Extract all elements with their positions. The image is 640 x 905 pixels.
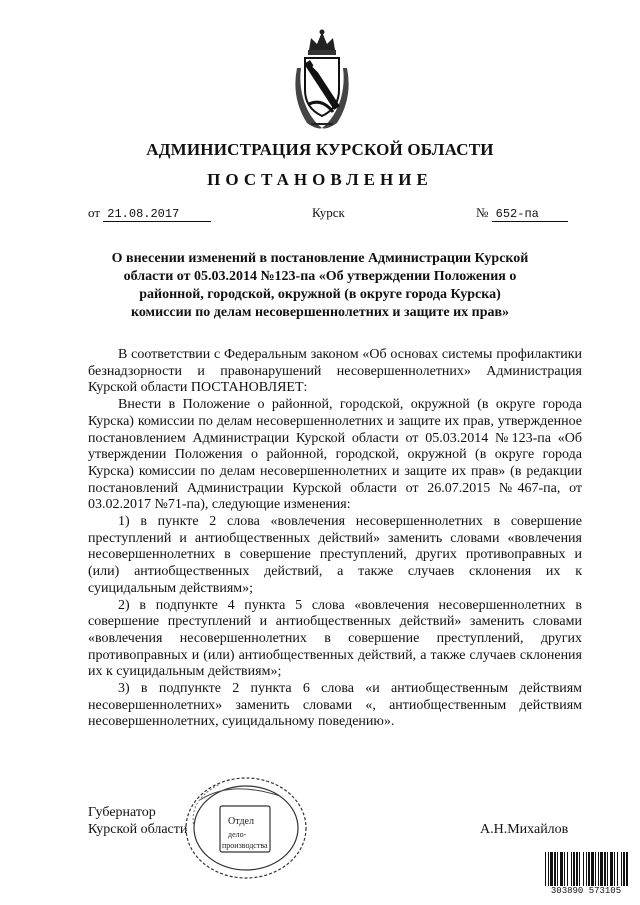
document-city: Курск [312, 205, 345, 220]
coat-of-arms-emblem [289, 28, 355, 132]
document-title: О внесении изменений в постановление Администрации Курской области от 05.03.2014 №123-па «Об утверждении Положения о районной, городской, окружной (в округе города Курска) комиссии по делам несовершеннолетних и защите их прав» [111, 251, 529, 320]
svg-text:дело-: дело- [228, 830, 247, 839]
paragraph: 3) в подпункте 2 пункта 6 слова «и антиобщественным действиям несовершеннолетних» заменить словами «, антиобщественным действиям несовершеннолетних, суицидальному поведению». [88, 681, 582, 730]
office-stamp [180, 770, 312, 882]
signatory-name: А.Н.Михайлов [480, 822, 569, 837]
date-value: 21.08.2017 [103, 208, 211, 222]
number-prefix: № [476, 205, 489, 220]
number-value: 652-па [492, 208, 568, 222]
barcode-number: 303890 573105 [543, 886, 629, 896]
date-prefix: от [88, 205, 101, 220]
svg-text:Отдел: Отдел [228, 816, 254, 827]
document-body [88, 347, 582, 731]
paragraph: В соответствии с Федеральным законом «Об основах системы профилактики безнадзорности и правонарушений несовершеннолетних» Администрация Курской области ПОСТАНОВЛЯЕТ: [88, 347, 582, 396]
paragraph: 2) в подпункте 4 пункта 5 слова «вовлечения несовершеннолетних в совершение преступлений и антиобщественных действий» заменить словами «вовлечения несовершеннолетних в совершение преступлений, других противоправных и (или) антиобщественных действий, а также случаев склонения их к суицидальным действиям»; [88, 597, 582, 680]
position-line: Курской области [88, 822, 188, 837]
document-type: ПОСТАНОВЛЕНИЕ [207, 170, 433, 189]
document-date [88, 205, 211, 222]
signatory-position [88, 804, 187, 838]
paragraph: Внести в Положение о районной, городской, окружной (в округе города Курска) комиссии по делам несовершеннолетних и защите их прав, утвержденное постановлением Администрации Курской области от 05.03.2014 №123-па «Об утверждении Положения о районной, городской, окружной (в округе города Курска) комиссии по делам несовершеннолетних и защите их прав» (в редакции постановлений Администрации Курской области от 26.07.2015 №467-па, от 03.02.2017 №71-па), следующие изменения: [88, 397, 582, 513]
document-number [476, 205, 568, 222]
position-line: Губернатор [88, 805, 156, 820]
barcode [543, 852, 629, 896]
barcode-bars [543, 852, 629, 886]
svg-text:производства: производства [222, 841, 268, 850]
organization-title: АДМИНИСТРАЦИЯ КУРСКОЙ ОБЛАСТИ [146, 140, 494, 159]
paragraph: 1) в пункте 2 слова «вовлечения несовершеннолетних в совершение преступлений и антиобщественных действий» заменить словами «вовлечения несовершеннолетних в совершение преступлений, других противоправных и (или) антиобщественных действий, а также случаев склонения их к суицидальным действиям»; [88, 514, 582, 596]
